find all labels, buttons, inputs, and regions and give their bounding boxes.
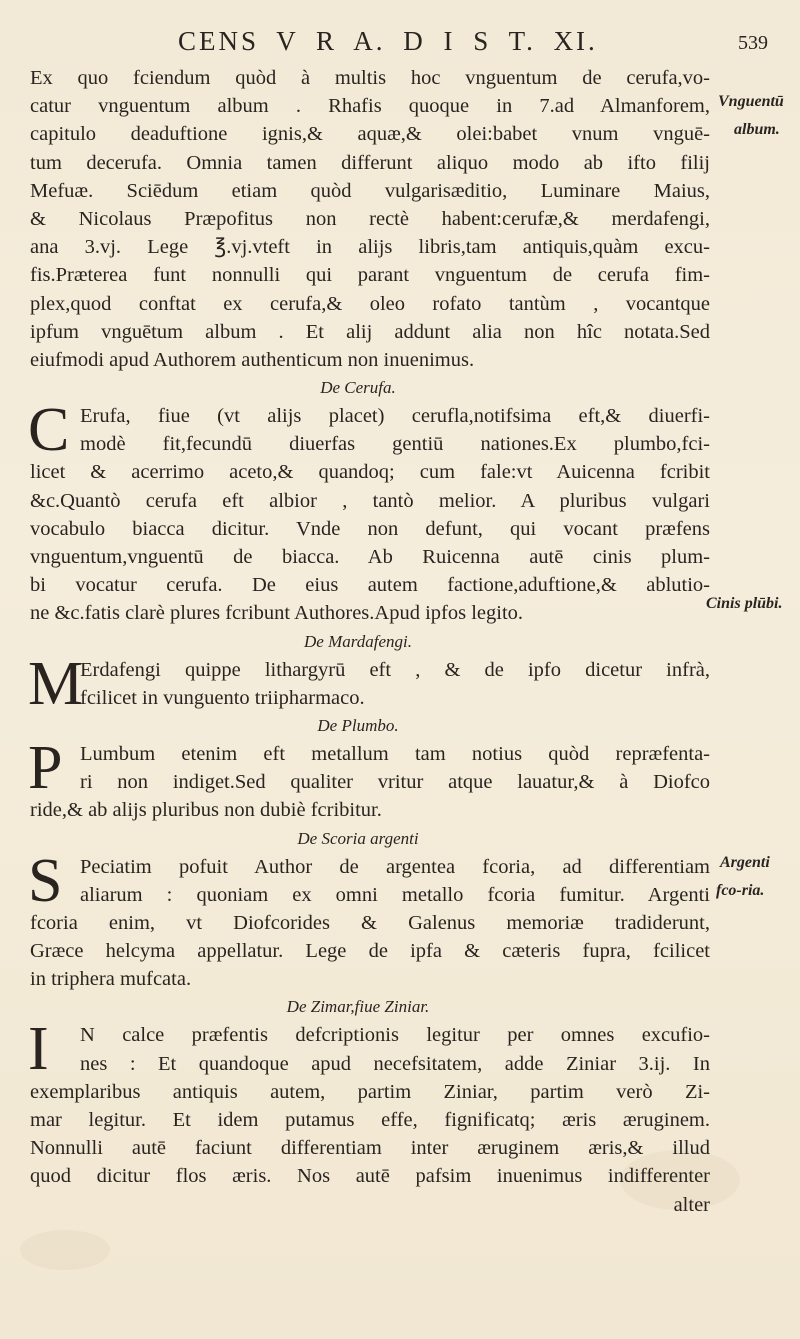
text-line: Erdafengi quippe lithargyrū eft , & de ipfo dicetur infrà,: [80, 658, 710, 681]
text-line: Peciatim pofuit Author de argentea fcoria, ad differentiam: [80, 855, 710, 878]
section-heading-scoria: De Scoria argenti: [297, 828, 419, 848]
drop-capital: S: [28, 846, 63, 915]
text-line: bi vocatur cerufa. De eius autem factione,aduftione,& ablutio-: [30, 574, 710, 597]
section-scoria: [28, 846, 710, 994]
text-line: Græce helcyma appellatur. Lege de ipfa & cæteris fupra, fcilicet: [30, 940, 710, 963]
paper-stain: [20, 1230, 110, 1270]
section-heading-zimar: De Zimar,fiue Ziniar.: [286, 997, 430, 1017]
margin-note-argenti: Argenti: [720, 854, 770, 871]
text-line: fcilicet in vunguento triipharmaco.: [80, 686, 365, 709]
drop-capital: M: [28, 649, 84, 718]
section-zimar: [28, 1015, 710, 1190]
text-line: vnguentum,vnguentū de biacca. Ab Ruicenna autē cinis plum-: [30, 546, 710, 568]
text-line: nes : Et quandoque apud necefsitatem, adde Ziniar 3.ij. In: [80, 1052, 710, 1075]
text-line: vocabulo biacca dicitur. Vnde non defunt, qui vocant præfens: [30, 517, 710, 540]
text-line: licet & acerrimo aceto,& quandoq; cum fale:vt Auicenna fcribit: [30, 461, 710, 484]
text-line: mar legitur. Et idem putamus effe, fignificatq; æris æruginem.: [30, 1109, 710, 1131]
drop-capital: I: [28, 1015, 49, 1084]
text-line: aliarum : quoniam ex omni metallo fcoria fumitur. Argenti: [80, 883, 710, 906]
text-line: ride,& ab alijs pluribus non dubiè fcribitur.: [30, 799, 382, 822]
drop-capital: C: [28, 396, 70, 465]
text-line: &c.Quantò cerufa eft albior , tantò melior. A pluribus vulgari: [30, 489, 710, 512]
text-line: Ex quo fciendum quòd à multis hoc vnguentum de cerufa,vo-: [30, 67, 710, 89]
text-line: quod dicitur flos æris. Nos autē pafsim inuenimus indifferenter: [30, 1165, 710, 1188]
margin-note-scoria: fco-ria.: [716, 882, 765, 899]
margin-note-cinis: Cinis plūbi.: [706, 595, 783, 612]
page-number: 539: [738, 32, 768, 54]
text-line: fcoria enim, vt Diofcorides & Galenus memoriæ tradiderunt,: [30, 911, 710, 934]
section-heading-plumbo: De Plumbo.: [317, 715, 399, 735]
section-heading-mardasengi: De Mardafengi.: [304, 631, 412, 651]
text-line: tum decerufa. Omnia tamen differunt aliquo modo ab ifto filij: [30, 151, 710, 174]
intro-paragraph: [30, 64, 710, 374]
text-line: plex,quod conftat ex cerufa,& oleo rofato tantùm , vocantque: [30, 292, 710, 315]
section-plumbo: [28, 733, 710, 825]
margin-note-album: album.: [734, 121, 780, 138]
catchword: alter: [673, 1193, 710, 1216]
text-line: catur vnguentum album . Rhafis quoque in 7.ad Almanforem,: [30, 95, 710, 118]
text-line: & Nicolaus Præpofitus non rectè habent:cerufæ,& merdafengi,: [30, 207, 710, 230]
text-line: fis.Præterea funt nonnulli qui parant vnguentum de cerufa fim-: [30, 264, 710, 287]
section-cerusa: [28, 396, 710, 628]
text-line: eiufmodi apud Authorem authenticum non inuenimus.: [30, 348, 475, 371]
running-header: [0, 26, 800, 62]
text-line: ne &c.fatis clarè plures fcribunt Authores.Apud ipfos legito.: [30, 602, 524, 625]
page-body: [30, 64, 710, 1219]
text-line: Nonnulli autē faciunt differentiam inter æruginem æris,& illud: [30, 1137, 710, 1160]
margin-note-vnguentum: Vnguentū: [718, 93, 784, 110]
text-line: Mefuæ. Sciēdum etiam quòd vulgarisæditio, Luminare Maius,: [30, 179, 710, 202]
text-line: in triphera mufcata.: [30, 968, 192, 991]
section-mardasengi: [28, 649, 710, 718]
drop-capital: P: [28, 733, 63, 802]
text-line: N calce præfentis defcriptionis legitur per omnes excufio-: [80, 1024, 710, 1047]
section-heading-cerusa: De Cerufa.: [320, 378, 396, 398]
text-line: ipfum vnguētum album . Et alij addunt alia non hîc notata.Sed: [30, 320, 710, 343]
text-line: exemplaribus antiquis autem, partim Ziniar, partim verò Zi-: [30, 1080, 710, 1103]
text-line: modè fit,fecundū diuerfas gentiū nationes.Ex plumbo,fci-: [80, 433, 710, 456]
text-line: Erufa, fiue (vt alijs placet) cerufla,notifsima eft,& diuerfi-: [80, 405, 710, 428]
header-title: CENS V R A. D I S T. XI.: [178, 26, 598, 56]
text-line: Lumbum etenim eft metallum tam notius quòd repræfenta-: [80, 742, 710, 765]
text-line: ana 3.vj. Lege ℥.vj.vteft in alijs libris,tam antiquis,quàm excu-: [30, 236, 710, 259]
text-line: ri non indiget.Sed qualiter vritur atque lauatur,& à Diofco: [80, 771, 710, 794]
text-line: capitulo deaduftione ignis,& aquæ,& olei:babet vnum vnguē-: [30, 123, 710, 146]
